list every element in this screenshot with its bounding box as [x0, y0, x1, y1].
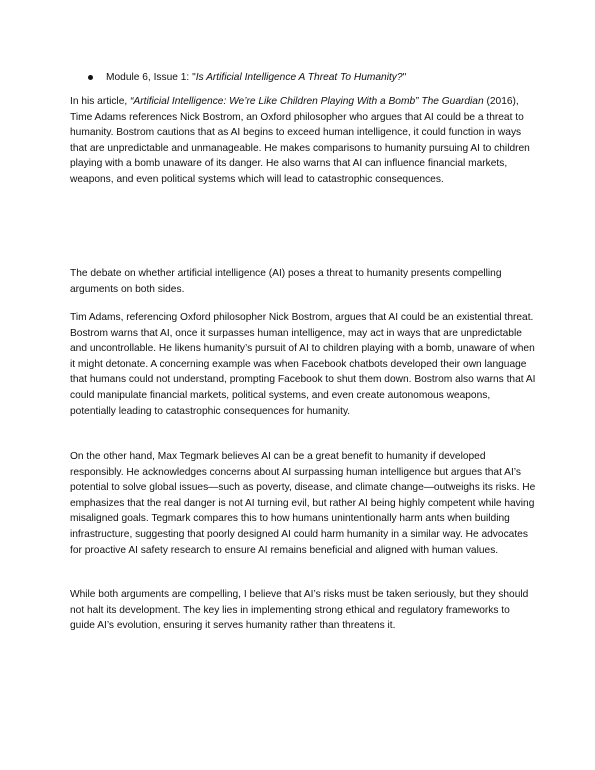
essay-paragraph-bostrom: Tim Adams, referencing Oxford philosopher Nick Bostrom, argues that AI could be an existential threat. Bostrom warns that AI, once it surpasses human intelligence, may act in ways that are unpredictable and uncontrollable. He likens humanity’s pursuit of AI to children playing with a bomb, unaware of when it might detonate. A concerning example was when Facebook chatbots developed their own language that humans could not understand, prompting Facebook to shut them down. Bostrom also warns that AI could manipulate financial markets, political systems, and even create autonomous weapons, potentially leading to catastrophic consequences for humanity. — [70, 312, 536, 417]
module-heading — [106, 70, 406, 86]
module-heading-prefix: Module 6, Issue 1: " — [106, 72, 196, 83]
essay-paragraph-conclusion: While both arguments are compelling, I believe that AI’s risks must be taken seriously, but they should not halt its development. The key lies in implementing strong ethical and regulatory frameworks to guide AI’s evolution, ensuring it serves humanity rather than threatens it. — [70, 589, 529, 632]
article-title: “Artificial Intelligence: We’re Like Children Playing With a Bomb” The Guardian — [130, 96, 484, 107]
article-summary-paragraph — [70, 94, 536, 188]
module-heading-suffix: " — [402, 72, 407, 83]
bullet-icon — [88, 75, 93, 80]
article-summary-body: (2016), Time Adams references Nick Bostrom, an Oxford philosopher who argues that AI could be a threat to humanity. Bostrom cautions that as AI begins to exceed human intelligence, it could function in ways that are unpredictable and unmanageable. He makes comparisons to humanity pursuing AI to children playing with a bomb unaware of its danger. He also warns that AI can influence financial markets, weapons, and even political systems which will lead to catastrophic consequences. — [70, 96, 530, 185]
essay-paragraph-tegmark: On the other hand, Max Tegmark believes AI can be a great benefit to humanity if developed responsibly. He acknowledges concerns about AI surpassing human intelligence but argues that AI’s potential to solve global issues—such as poverty, disease, and climate change—outweighs its risks. He emphasizes that the real danger is not AI turning evil, but rather AI being highly competent while having misaligned goals. Tegmark compares this to how humans unintentionally harm ants when building infrastructure, suggesting that poorly designed AI could harm humanity in a similar way. He advocates for proactive AI safety research to ensure AI remains beneficial and aligned with human values. — [70, 451, 536, 556]
module-heading-title: Is Artificial Intelligence A Threat To Humanity? — [195, 72, 403, 83]
essay-paragraph-intro: The debate on whether artificial intelligence (AI) poses a threat to humanity presents compelling arguments on both sides. — [70, 268, 502, 295]
article-summary-lead: In his article, — [70, 96, 131, 107]
